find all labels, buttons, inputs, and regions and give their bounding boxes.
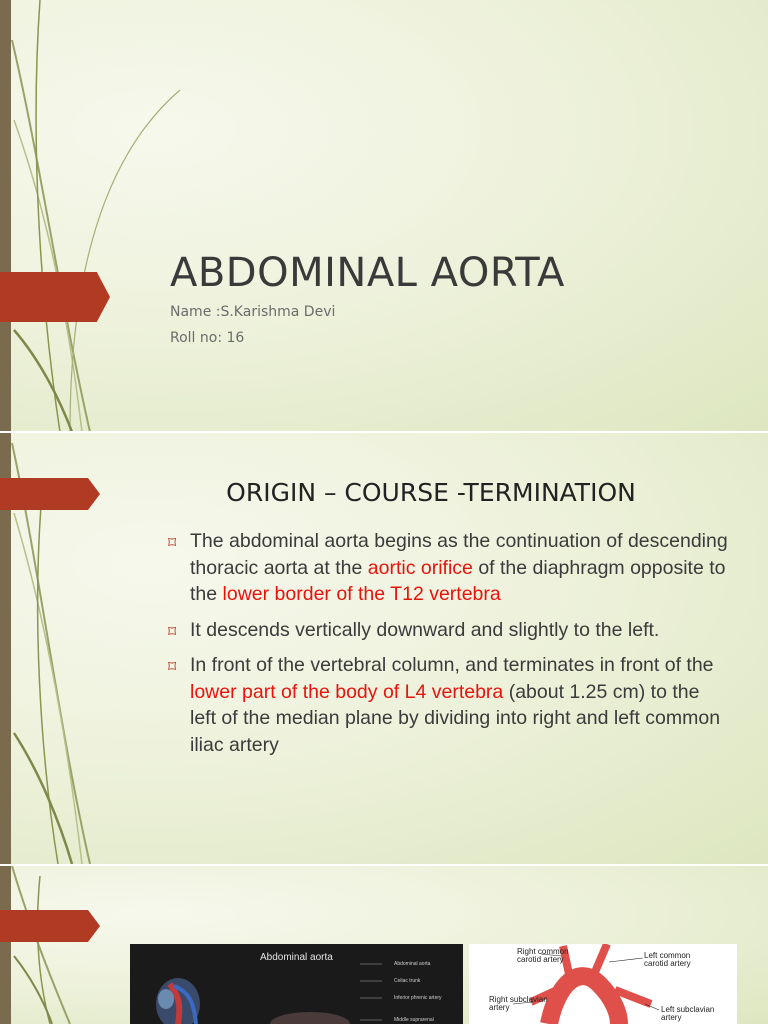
list-item <box>168 652 728 758</box>
bullet-text: of the diaphragm opposite to the <box>190 556 726 605</box>
abdominal-aorta-figure <box>130 944 463 1024</box>
page-title: ABDOMINAL AORTA <box>170 250 565 296</box>
figure-label: Middle suprarenal <box>394 1017 434 1023</box>
highlighted-term: lower border of the T12 vertebra <box>222 583 501 605</box>
list-item <box>168 528 728 608</box>
figure-label: Left common carotid artery <box>644 951 691 968</box>
bullet-icon: ⌑ <box>168 657 177 676</box>
red-accent-tab <box>0 272 110 322</box>
figure-label: Right common carotid artery <box>517 947 569 964</box>
red-accent-tab <box>0 910 100 942</box>
figure-label: Right subclavian artery <box>489 995 548 1012</box>
title-slide <box>0 0 768 432</box>
bullet-text: The abdominal aorta begins as the continuation of descending thoracic aorta at the <box>190 530 728 579</box>
figure-title: Abdominal aorta <box>260 952 333 963</box>
bullet-text: In front of the vertebral column, and terminates in front of the <box>190 654 714 676</box>
figure-label: Left subclavian artery <box>661 1005 715 1022</box>
highlighted-term: aortic orifice <box>367 556 473 579</box>
list-item <box>168 617 728 644</box>
presenter-name: Name :S.Karishma Devi <box>170 304 336 320</box>
roll-number: Roll no: 16 <box>170 330 245 346</box>
highlighted-term: lower part of the body of L4 vertebra <box>190 680 504 703</box>
bullet-text: (about 1.25 cm) to the left of the median plane by dividing into right and left common iliac artery <box>190 680 721 756</box>
decorative-swoosh-lines <box>0 0 200 432</box>
figure-label: Inferior phrenic artery <box>394 995 442 1001</box>
bullet-icon: ⌑ <box>168 621 177 641</box>
figure-label: Abdominal aorta <box>394 961 431 967</box>
section-heading: ORIGIN – COURSE -TERMINATION <box>226 478 636 507</box>
bullet-icon: ⌑ <box>168 533 177 552</box>
bullet-list <box>168 528 728 767</box>
figure-label: Celiac trunk <box>394 978 421 984</box>
bullet-text: It descends vertically downward and slightly to the left. <box>190 618 660 641</box>
aortic-arch-figure <box>469 944 737 1024</box>
